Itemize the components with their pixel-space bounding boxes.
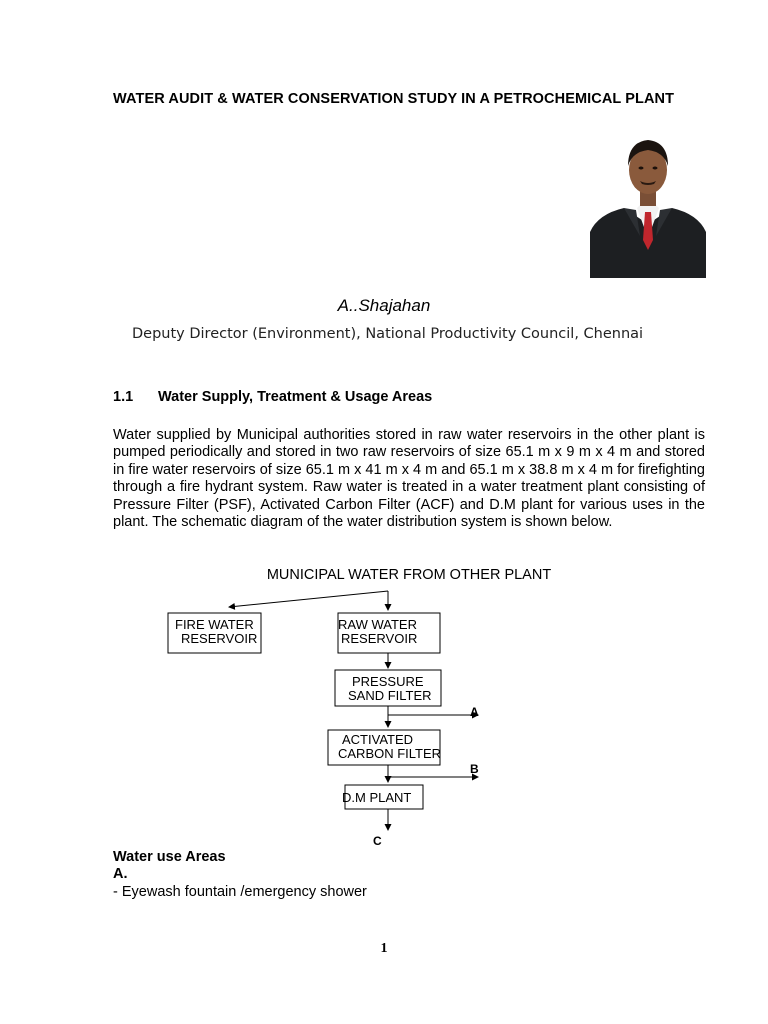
- outlet-b-label: B: [470, 762, 479, 776]
- pressure-filter-label-line1: PRESSURE: [352, 674, 424, 689]
- raw-reservoir-label-line2: RESERVOIR: [341, 631, 418, 646]
- water-distribution-diagram: [0, 560, 768, 850]
- diagram-heading: MUNICIPAL WATER FROM OTHER PLANT: [266, 567, 552, 583]
- document-title: WATER AUDIT & WATER CONSERVATION STUDY IN A PETROCHEMICAL PLANT: [113, 91, 675, 107]
- dm-plant-label: D.M PLANT: [342, 790, 412, 805]
- pressure-filter-label-line2: SAND FILTER: [348, 688, 432, 703]
- fire-reservoir-label-line2: RESERVOIR: [181, 631, 258, 646]
- body-paragraph: Water supplied by Municipal authorities stored in raw water reservoirs in the other plant is pumped periodically and stored in two raw reservoirs of size 65.1 m x 9 m x 4 m and stored in fire water reservoirs of size 65.1 m x 41 m x 4 m and 65.1 m x 38.8 m x 4 m for firefighting through a fire hydrant system. Raw water is treated in a water treatment plant consisting of Pressure Filter (PSF), Activated Carbon Filter (ACF) and D.M plant for various uses in the plant. The schematic diagram of the water distribution system is shown below.: [113, 427, 705, 531]
- section-number: 1.1: [113, 389, 134, 405]
- author-affiliation: Deputy Director (Environment), National Productivity Council, Chennai: [132, 326, 644, 342]
- water-use-subheading-a: A.: [113, 866, 128, 882]
- carbon-filter-label-line1: ACTIVATED: [342, 732, 414, 747]
- author-name: A..Shajahan: [337, 296, 431, 315]
- fire-reservoir-label-line1: FIRE WATER: [175, 617, 254, 632]
- water-use-heading: Water use Areas: [113, 849, 226, 865]
- page-number: 1: [380, 941, 388, 956]
- author-photo: [590, 128, 706, 278]
- flow-arrow-to-fire-reservoir: [229, 591, 388, 607]
- carbon-filter-label-line2: CARBON FILTER: [338, 746, 442, 761]
- raw-reservoir-label-line1: RAW WATER: [338, 617, 417, 632]
- section-title: Water Supply, Treatment & Usage Areas: [158, 389, 433, 405]
- outlet-a-label: A: [470, 705, 479, 719]
- water-use-list-item: - Eyewash fountain /emergency shower: [113, 884, 367, 900]
- outlet-c-label: C: [373, 834, 382, 848]
